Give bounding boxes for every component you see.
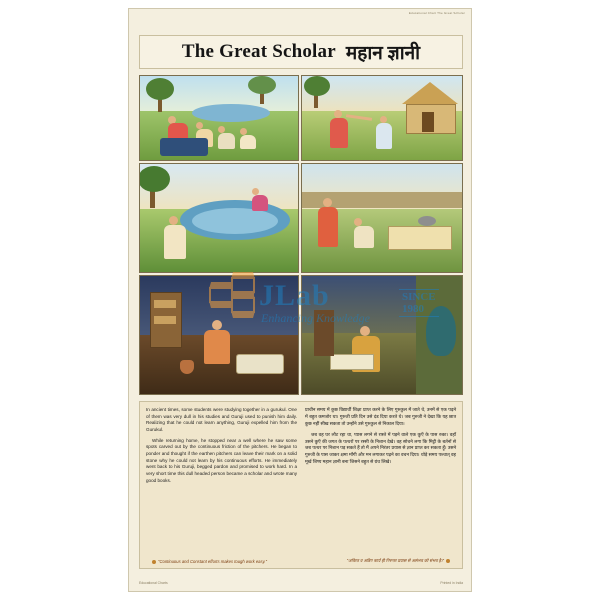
watermark-tagline: Enhancing Knowledge — [261, 311, 370, 325]
poster-bottom-strip — [139, 578, 463, 588]
footnote-hindi-text: "अविरत व अडिग कार्य ही निरन्तर प्रयास से असंभव को संभव है।" — [346, 558, 444, 563]
panel-student-at-the-well — [301, 163, 463, 273]
footnote-english-text: "Continuous and Constant efforts makes tough work easy." — [158, 559, 268, 564]
story-text-panel — [139, 401, 463, 569]
poster-title-bar — [139, 35, 463, 69]
panel-gurukul-lesson — [139, 75, 299, 161]
bullet-icon-2 — [446, 559, 450, 563]
page-title: The Great Scholar — [181, 41, 336, 62]
story-paragraph-en-1: In ancient times, some students were studying together in a gurukul. One of them was very dull in his studies and Guruji used to punish him daily. Realizing that he could not learn anything, Guruji expelled him from the Gurukul. — [146, 407, 297, 432]
story-column-hindi — [305, 407, 456, 563]
story-paragraph-en-2: While returning home, he stopped near a well where he saw some spots carved out by the continuous friction of the pitchers. He began to ponder and thought if the earthen pitchers can leave their mark on a solid stone why he could not learn by his continuous efforts. He immediately went back to his Guruji, begged pardon and promised to work hard. In a very short time this dull headed person became a scholar and wrote many good books. — [146, 437, 297, 483]
watermark-brand: JLab — [259, 279, 330, 312]
panel-guru-expels-student — [301, 75, 463, 161]
watermark-since: SINCE 1980 — [399, 289, 439, 317]
panel-student-leaves-gurukul — [139, 163, 299, 273]
bottom-right-note: Printed in India — [440, 581, 463, 585]
footnote-english — [152, 559, 267, 564]
illustration-grid — [139, 75, 463, 395]
poster-corner-note: Educational Chart The Great Scholar — [408, 11, 465, 15]
story-column-english — [146, 407, 297, 563]
panel-student-returns-and-writes — [301, 275, 463, 395]
bottom-left-note: Educational Charts — [139, 581, 168, 585]
panel-student-ponders-stone — [139, 275, 299, 395]
footnote-hindi — [347, 558, 450, 564]
bullet-icon — [152, 560, 156, 564]
educational-poster — [128, 8, 472, 592]
story-paragraph-hi-2: जब वह घर लौट रहा था, प्यास लगने से रास्ते में पड़ने वाले एक कुएँ के पास रुका। वहाँ उसने कुएँ की जगत के पत्थरों पर रस्सी के निशान देखे। वह सोचने लगा कि मिट्टी के बर्तनों से जब पत्थर पर निशान पड़ सकते हैं तो मैं अपने निरंतर प्रयास से ज्ञान प्राप्त कर सकता हूँ। उसने गुरुजी के पास जाकर क्षमा माँगी और मन लगाकर पढ़ने का वचन दिया। थोड़े समय पश्चात् वह मूर्ख शिष्य महान ज्ञानी बना जिसने बहुत से ग्रंथ लिखे। — [305, 431, 456, 465]
story-paragraph-hi-1: प्राचीन समय में कुछ विद्यार्थी शिक्षा प्राप्त करने के लिए गुरुकुल में जाते थे, उनमें से एक पढ़ने में बहुत कमजोर था। गुरुजी प्रति दिन उसे दंड दिया करते थे। जब गुरुजी ने देखा कि यह छात्र कुछ नहीं सीख सकता तो उन्होंने उसे गुरुकुल से निकाल दिया। — [305, 407, 456, 426]
page-title-hindi: महान ज्ञानी — [345, 43, 421, 64]
